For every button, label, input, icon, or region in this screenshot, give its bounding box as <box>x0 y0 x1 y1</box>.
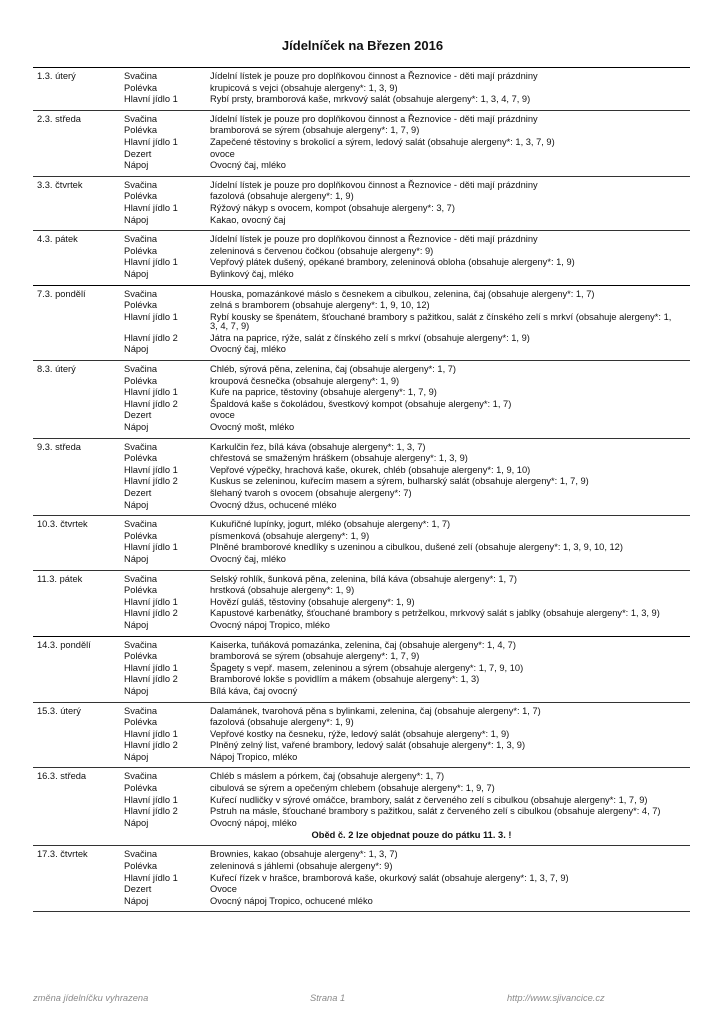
meal-label: Hlavní jídlo 2 <box>124 332 178 343</box>
meal-label: Svačina <box>124 179 158 190</box>
meal-row <box>33 849 690 861</box>
meal-row <box>33 818 690 830</box>
meal-label: Polévka <box>124 300 158 311</box>
meal-label: Svačina <box>124 639 158 650</box>
meal-label: Polévka <box>124 191 158 202</box>
meal-row <box>33 597 690 609</box>
meal-description: bramborová se sýrem (obsahuje alergeny*: 1, 7, 9) <box>210 125 420 136</box>
meal-description: Zapečené těstoviny s brokolicí a sýrem, ledový salát (obsahuje alergeny*: 1, 3, 7, 9) <box>210 136 555 147</box>
day-date: 1.3. úterý <box>37 71 76 81</box>
meal-description: Bylinkový čaj, mléko <box>210 268 294 279</box>
meal-description: Ovocný čaj, mléko <box>210 553 286 564</box>
meal-row <box>33 542 690 554</box>
meal-row <box>33 706 690 718</box>
meal-description: Hovězí guláš, těstoviny (obsahuje alergeny*: 1, 9) <box>210 596 415 607</box>
meal-row <box>33 191 690 203</box>
meal-label: Polévka <box>124 82 158 93</box>
meal-row <box>33 717 690 729</box>
meal-description: Bramborové lokše s povidlím a mákem (obsahuje alergeny*: 1, 3) <box>210 674 480 685</box>
meal-description: Nápoj Tropico, mléko <box>210 751 298 762</box>
meal-row <box>33 180 690 192</box>
meal-row <box>33 422 690 434</box>
meal-row <box>33 137 690 149</box>
footer-disclaimer: změna jídelníčku vyhrazena <box>33 993 149 1003</box>
meal-description: Špaldová kaše s čokoládou, švestkový kompot (obsahuje alergeny*: 1, 7) <box>210 398 512 409</box>
meal-row <box>33 387 690 399</box>
meal-row <box>33 215 690 227</box>
meal-label: Polévka <box>124 530 158 541</box>
meal-label: Polévka <box>124 717 158 728</box>
meal-description: Ovocný čaj, mléko <box>210 344 286 355</box>
meal-row <box>33 269 690 281</box>
meal-row <box>33 740 690 752</box>
day-date: 8.3. úterý <box>37 364 76 375</box>
meal-row <box>33 500 690 512</box>
meal-label: Hlavní jídlo 1 <box>124 257 178 268</box>
meal-description: kroupová česnečka (obsahuje alergeny*: 1, 9) <box>210 375 400 386</box>
meal-label: Polévka <box>124 861 158 872</box>
menu-table <box>33 67 690 912</box>
meal-description: Kuřecí nudličky v sýrové omáčce, brambory, salát z červeného zelí s cibulkou (obsahuje alergeny*: 1, 7, 9) <box>210 794 648 805</box>
meal-description: Rybí kousky se špenátem, šťouchané brambory s pažitkou, salát z čínského zelí s mrkví (obsahuje alergeny*: 1, 3, 4, 7, 9) <box>210 311 672 332</box>
page-title: Jídelníček na Březen 2016 <box>281 38 444 53</box>
meal-row <box>33 234 690 246</box>
meal-description: Rýžový nákyp s ovocem, kompot (obsahuje alergeny*: 3, 7) <box>210 202 455 213</box>
meal-row <box>33 453 690 465</box>
meal-row <box>33 289 690 301</box>
meal-description: fazolová (obsahuje alergeny*: 1, 9) <box>210 191 354 202</box>
meal-description: Bílá káva, čaj ovocný <box>210 685 298 696</box>
meal-description: písmenková (obsahuje alergeny*: 1, 9) <box>210 530 370 541</box>
meal-description: Kakao, ovocný čaj <box>210 214 286 225</box>
meal-row <box>33 149 690 161</box>
meal-description: zeleninová s jáhlemi (obsahuje alergeny*: 9) <box>210 861 393 872</box>
meal-row <box>33 442 690 454</box>
meal-description: cibulová se sýrem a opečeným chlebem (obsahuje alergeny*: 1, 9, 7) <box>210 783 495 794</box>
meal-row <box>33 585 690 597</box>
day-block <box>33 111 690 177</box>
meal-row <box>33 71 690 83</box>
meal-description: Karkulčin řez, bílá káva (obsahuje alergeny*: 1, 3, 7) <box>210 441 426 452</box>
meal-label: Nápoj <box>124 619 149 630</box>
day-date: 2.3. středa <box>37 113 81 124</box>
meal-row <box>33 752 690 764</box>
meal-description: Špagety s vepř. masem, zeleninou a sýrem (obsahuje alergeny*: 1, 7, 9, 10) <box>210 662 524 673</box>
meal-description: Jídelní lístek je pouze pro doplňkovou činnost a Řeznovice - děti mají prázdniny <box>210 71 538 81</box>
day-block <box>33 361 690 439</box>
meal-label: Nápoj <box>124 751 149 762</box>
meal-label: Polévka <box>124 453 158 464</box>
day-date: 4.3. pátek <box>37 234 78 245</box>
day-block <box>33 68 690 111</box>
meal-description: Játra na paprice, rýže, salát z čínského zelí s mrkví (obsahuje alergeny*: 1, 9) <box>210 332 530 343</box>
meal-label: Hlavní jídlo 1 <box>124 311 178 322</box>
meal-label: Svačina <box>124 234 158 245</box>
meal-row <box>33 300 690 312</box>
meal-label: Nápoj <box>124 817 149 828</box>
meal-row <box>33 519 690 531</box>
meal-description: Kuskus se zeleninou, kuřecím masem a sýrem, bulharský salát (obsahuje alergeny*: 1, 7, 9) <box>210 476 589 487</box>
meal-description: Ovocný nápoj Tropico, mléko <box>210 619 330 630</box>
meal-label: Polévka <box>124 651 158 662</box>
meal-row <box>33 203 690 215</box>
day-date: 7.3. pondělí <box>37 288 86 299</box>
meal-row <box>33 114 690 126</box>
meal-description: ovoce <box>210 410 235 421</box>
meal-label: Nápoj <box>124 268 149 279</box>
meal-row <box>33 410 690 422</box>
meal-row <box>33 640 690 652</box>
meal-label: Nápoj <box>124 344 149 355</box>
meal-label: Nápoj <box>124 422 149 433</box>
meal-row <box>33 312 690 333</box>
meal-label: Dezert <box>124 488 152 498</box>
meal-label: Hlavní jídlo 2 <box>124 740 178 751</box>
day-date: 14.3. pondělí <box>37 639 91 650</box>
meal-row <box>33 674 690 686</box>
meal-row <box>33 795 690 807</box>
meal-label: Svačina <box>124 441 158 452</box>
meal-row <box>33 574 690 586</box>
meal-description: Kuřecí řízek v hrašce, bramborová kaše, okurkový salát (obsahuje alergeny*: 1, 3, 7, 9) <box>210 872 569 883</box>
day-block <box>33 286 690 362</box>
meal-row <box>33 364 690 376</box>
meal-label: Hlavní jídlo 1 <box>124 464 178 475</box>
meal-row <box>33 620 690 632</box>
meal-description: Selský rohlík, šunková pěna, zelenina, bílá káva (obsahuje alergeny*: 1, 7) <box>210 573 517 584</box>
day-block <box>33 177 690 231</box>
day-block <box>33 571 690 637</box>
meal-row <box>33 783 690 795</box>
meal-row <box>33 686 690 698</box>
meal-label: Polévka <box>124 245 158 256</box>
meal-row <box>33 376 690 388</box>
meal-row <box>33 333 690 345</box>
meal-row <box>33 884 690 896</box>
day-block <box>33 516 690 570</box>
meal-row <box>33 554 690 566</box>
meal-description: Ovocný mošt, mléko <box>210 422 295 433</box>
meal-description: chřestová se smaženým hráškem (obsahuje alergeny*: 1, 3, 9) <box>210 453 468 464</box>
day-date: 15.3. úterý <box>37 705 81 716</box>
meal-label: Dezert <box>124 884 152 895</box>
meal-description: bramborová se sýrem (obsahuje alergeny*: 1, 7, 9) <box>210 651 420 662</box>
meal-description: Brownies, kakao (obsahuje alergeny*: 1, 3, 7) <box>210 849 398 860</box>
meal-description: Plněný zelný list, vařené brambory, ledový salát (obsahuje alergeny*: 1, 3, 9) <box>210 740 526 751</box>
meal-description: krupicová s vejci (obsahuje alergeny*: 1, 3, 9) <box>210 82 398 93</box>
meal-label: Nápoj <box>124 553 149 564</box>
meal-label: Hlavní jídlo 1 <box>124 662 178 673</box>
day-block <box>33 439 690 517</box>
meal-label: Nápoj <box>124 214 149 225</box>
meal-row <box>33 344 690 356</box>
meal-row <box>33 488 690 500</box>
meal-label: Svačina <box>124 113 158 124</box>
meal-label: Polévka <box>124 125 158 136</box>
meal-label: Polévka <box>124 375 158 386</box>
meal-description: Kukuřičné lupínky, jogurt, mléko (obsahuje alergeny*: 1, 7) <box>210 519 451 530</box>
meal-description: Vepřové výpečky, hrachová kaše, okurek, chléb (obsahuje alergeny*: 1, 9, 10) <box>210 464 531 475</box>
meal-row <box>33 399 690 411</box>
meal-row <box>33 896 690 908</box>
footer-page-number: Strana 1 <box>310 993 346 1003</box>
meal-row <box>33 246 690 258</box>
meal-description: šlehaný tvaroh s ovocem (obsahuje alergeny*: 7) <box>210 488 412 498</box>
page-footer <box>0 993 725 1007</box>
day-date: 16.3. středa <box>37 771 87 782</box>
meal-row <box>33 651 690 663</box>
day-block <box>33 231 690 285</box>
meal-row <box>33 771 690 783</box>
meal-label: Svačina <box>124 771 158 782</box>
meal-row <box>33 531 690 543</box>
meal-label: Hlavní jídlo 2 <box>124 674 178 685</box>
meal-row <box>33 861 690 873</box>
meal-description: fazolová (obsahuje alergeny*: 1, 9) <box>210 717 354 728</box>
meal-description: Chléb s máslem a pórkem, čaj (obsahuje alergeny*: 1, 7) <box>210 771 445 782</box>
meal-label: Hlavní jídlo 1 <box>124 202 178 213</box>
day-date: 10.3. čtvrtek <box>37 519 88 530</box>
meal-label: Hlavní jídlo 1 <box>124 872 178 883</box>
meal-description: ovoce <box>210 148 235 159</box>
meal-label: Hlavní jídlo 2 <box>124 398 178 409</box>
meal-label: Hlavní jídlo 1 <box>124 387 178 398</box>
meal-label: Hlavní jídlo 2 <box>124 476 178 487</box>
day-date: 3.3. čtvrtek <box>37 179 83 190</box>
meal-row <box>33 94 690 106</box>
meal-description: Plněné bramborové knedlíky s uzeninou a cibulkou, dušené zelí (obsahuje alergeny*: 1, 3, 9, 10, 12) <box>210 542 623 553</box>
meal-label: Svačina <box>124 849 158 860</box>
meal-description: Dalamánek, tvarohová pěna s bylinkami, zelenina, čaj (obsahuje alergeny*: 1, 7) <box>210 705 541 716</box>
meal-label: Nápoj <box>124 895 149 906</box>
meal-label: Hlavní jídlo 1 <box>124 542 178 553</box>
meal-label: Hlavní jídlo 1 <box>124 596 178 607</box>
order-deadline-note: Oběd č. 2 lze objednat pouze do pátku 11. 3. ! <box>311 830 512 841</box>
meal-label: Hlavní jídlo 2 <box>124 806 178 817</box>
meal-label: Svačina <box>124 71 158 81</box>
meal-description: Rybí prsty, bramborová kaše, mrkvový salát (obsahuje alergeny*: 1, 3, 4, 7, 9) <box>210 94 531 105</box>
meal-description: Ovoce <box>210 884 237 895</box>
day-date: 9.3. středa <box>37 441 81 452</box>
meal-description: Ovocný džus, ochucené mléko <box>210 499 337 510</box>
meal-label: Nápoj <box>124 499 149 510</box>
meal-label: Nápoj <box>124 160 149 171</box>
day-block <box>33 846 690 912</box>
day-block <box>33 637 690 703</box>
meal-row <box>33 125 690 137</box>
meal-description: zeleninová s červenou čočkou (obsahuje alergeny*: 9) <box>210 245 434 256</box>
meal-description: Vepřové kostky na česneku, rýže, ledový salát (obsahuje alergeny*: 1, 9) <box>210 728 510 739</box>
day-date: 17.3. čtvrtek <box>37 849 88 860</box>
meal-label: Dezert <box>124 148 152 159</box>
meal-label: Hlavní jídlo 1 <box>124 728 178 739</box>
meal-label: Svačina <box>124 364 158 375</box>
day-date: 11.3. pátek <box>37 573 83 584</box>
day-block <box>33 768 690 846</box>
meal-label: Svačina <box>124 288 158 299</box>
meal-row <box>33 873 690 885</box>
meal-label: Svačina <box>124 705 158 716</box>
meal-label: Nápoj <box>124 685 149 696</box>
meal-row <box>33 729 690 741</box>
meal-description: Kaiserka, tuňáková pomazánka, zelenina, čaj (obsahuje alergeny*: 1, 4, 7) <box>210 639 516 650</box>
day-block <box>33 703 690 769</box>
meal-description: Vepřový plátek dušený, opékané brambory, zeleninová obloha (obsahuje alergeny*: 1, 9) <box>210 257 575 268</box>
meal-row <box>33 608 690 620</box>
meal-description: Kapustové karbenátky, šťouchané brambory s petrželkou, mrkvový salát s jablky (obsahuje alergeny*: 1, 3, 9) <box>210 608 660 619</box>
meal-description: hrstková (obsahuje alergeny*: 1, 9) <box>210 585 355 596</box>
meal-description: Jídelní lístek je pouze pro doplňkovou činnost a Řeznovice - děti mají prázdniny <box>210 113 538 124</box>
meal-label: Svačina <box>124 573 158 584</box>
meal-label: Hlavní jídlo 2 <box>124 608 178 619</box>
meal-row <box>33 663 690 675</box>
meal-description: Jídelní lístek je pouze pro doplňkovou činnost a Řeznovice - děti mají prázdniny <box>210 234 538 245</box>
meal-description: Ovocný nápoj Tropico, ochucené mléko <box>210 895 373 906</box>
meal-label: Dezert <box>124 410 152 421</box>
meal-description: zelná s bramborem (obsahuje alergeny*: 1, 9, 10, 12) <box>210 300 430 311</box>
meal-description: Ovocný čaj, mléko <box>210 160 286 171</box>
meal-description: Chléb, sýrová pěna, zelenina, čaj (obsahuje alergeny*: 1, 7) <box>210 364 456 375</box>
meal-description: Jídelní lístek je pouze pro doplňkovou činnost a Řeznovice - děti mají prázdniny <box>210 179 538 190</box>
meal-row <box>33 476 690 488</box>
meal-row <box>33 83 690 95</box>
meal-description: Pstruh na másle, šťouchané brambory s pažitkou, salát z červeného zelí s cibulkou (obsahuje alergeny*: 4, 7) <box>210 806 661 817</box>
meal-row <box>33 806 690 818</box>
meal-label: Polévka <box>124 783 158 794</box>
meal-description: Kuře na paprice, těstoviny (obsahuje alergeny*: 1, 7, 9) <box>210 387 437 398</box>
meal-description: Houska, pomazánkové máslo s česnekem a cibulkou, zelenina, čaj (obsahuje alergeny*: 1, 7) <box>210 288 595 299</box>
meal-label: Hlavní jídlo 1 <box>124 794 178 805</box>
meal-label: Svačina <box>124 519 158 530</box>
meal-label: Polévka <box>124 585 158 596</box>
footer-url: http://www.sjivancice.cz <box>507 993 605 1003</box>
meal-row <box>33 160 690 172</box>
meal-label: Hlavní jídlo 1 <box>124 136 178 147</box>
meal-row <box>33 465 690 477</box>
meal-description: Ovocný nápoj, mléko <box>210 817 297 828</box>
meal-label: Hlavní jídlo 1 <box>124 94 178 105</box>
meal-row <box>33 257 690 269</box>
